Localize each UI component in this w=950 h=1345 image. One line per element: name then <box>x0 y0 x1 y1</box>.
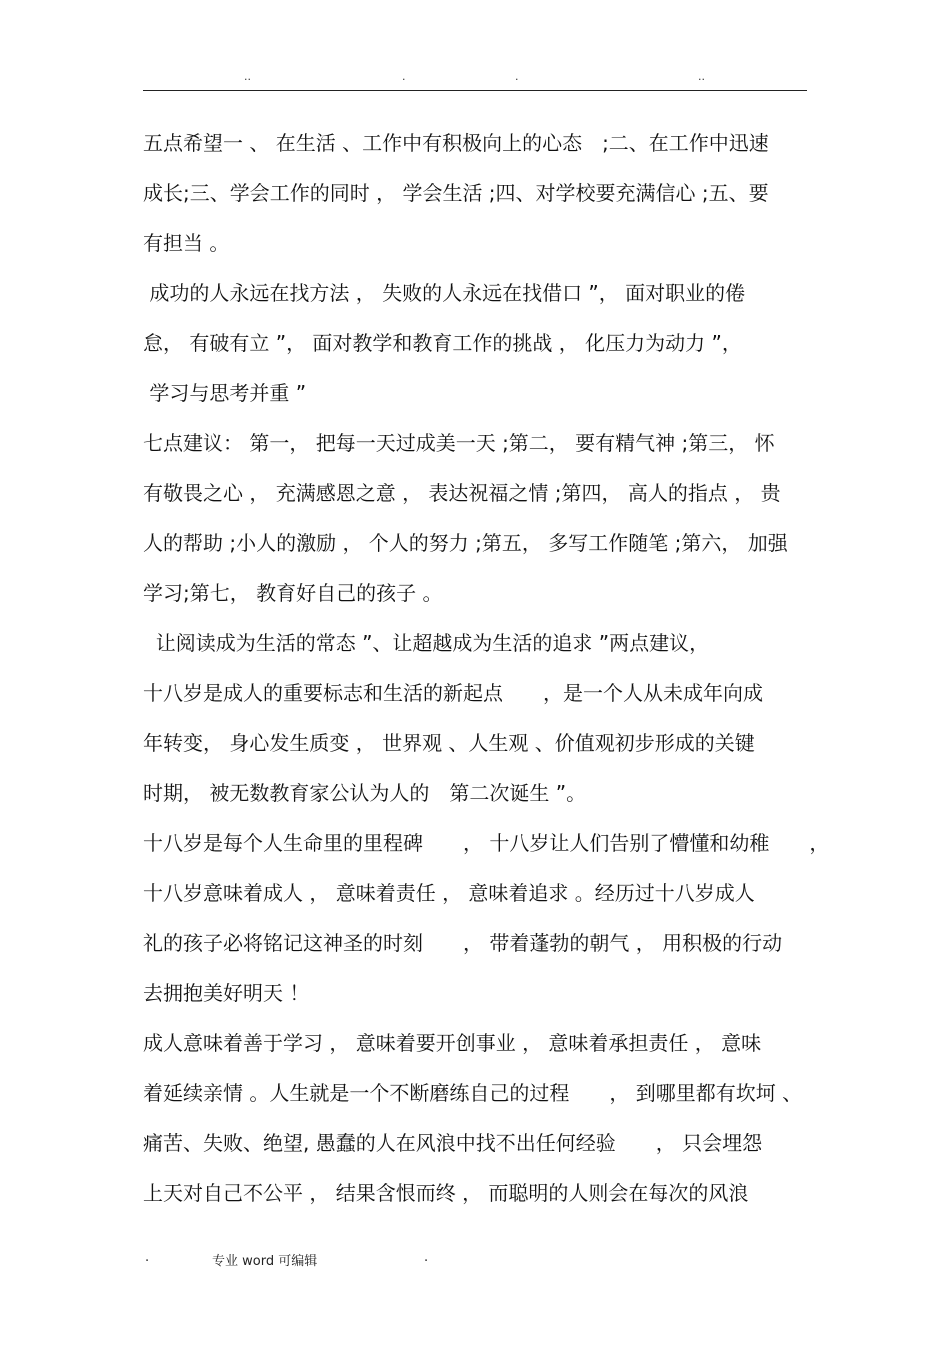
footer-right-mark: . <box>424 1250 429 1265</box>
header-mark: . <box>402 70 406 83</box>
text-line: 七点建议： 第一， 把每一天过成美一天 ;第二， 要有精气神 ;第三， 怀 <box>143 431 775 455</box>
header-divider <box>143 90 807 91</box>
text-line: 怠， 有破有立 ”， 面对教学和教育工作的挑战 ， 化压力为动力 ”， <box>143 331 742 355</box>
text-line: 人的帮助 ;小人的激励 ， 个人的努力 ;第五， 多写工作随笔 ;第六， 加强 <box>143 531 788 555</box>
text-line: 十八岁意味着成人 ， 意味着责任 ， 意味着追求 。经历过十八岁成人 <box>143 881 755 905</box>
text-line: 着延续亲情 。人生就是一个不断磨练自己的过程 ， 到哪里都有坎坷 、 <box>143 1081 803 1105</box>
text-line: 有担当 。 <box>143 231 230 255</box>
text-line: 十八岁是每个人生命里的里程碑 ， 十八岁让人们告别了懵懂和幼稚 ， <box>143 831 830 855</box>
footer-left-mark: . <box>145 1250 150 1265</box>
header-mark: . <box>515 70 519 83</box>
header-mark: .. <box>244 70 251 83</box>
text-line: 学习;第七， 教育好自己的孩子 。 <box>143 581 443 605</box>
text-line: 痛苦、失败、绝望, 愚蠢的人在风浪中找不出任何经验 ， 只会埋怨 <box>143 1131 763 1155</box>
text-line: 礼的孩子必将铭记这神圣的时刻 ， 带着蓬勃的朝气 ， 用积极的行动 <box>143 931 783 955</box>
text-line: 上天对自己不公平 ， 结果含恨而终 ， 而聪明的人则会在每次的风浪 <box>143 1181 749 1205</box>
text-line: 成功的人永远在找方法 ， 失败的人永远在找借口 ”， 面对职业的倦 <box>143 281 746 305</box>
page-header-marks <box>0 70 950 86</box>
text-line: 让阅读成为生活的常态 ”、让超越成为生活的追求 ”两点建议， <box>143 631 710 655</box>
text-line: 十八岁是成人的重要标志和生活的新起点 ，是一个人从未成年向成 <box>143 681 763 705</box>
text-line: 去拥抱美好明天 ！ <box>143 981 310 1005</box>
text-line: 有敬畏之心 ， 充满感恩之意 ， 表达祝福之情 ;第四， 高人的指点 ， 贵 <box>143 481 781 505</box>
text-line: 成人意味着善于学习 ， 意味着要开创事业 ， 意味着承担责任 ， 意味 <box>143 1031 762 1055</box>
text-line: 成长;三、学会工作的同时 ， 学会生活 ;四、对学校要充满信心 ;五、要 <box>143 181 769 205</box>
text-line: 年转变， 身心发生质变 ， 世界观 、人生观 、价值观初步形成的关键 <box>143 731 755 755</box>
page-footer <box>0 1250 950 1270</box>
text-line: 时期， 被无数教育家公认为人的 第二次诞生 ”。 <box>143 781 587 805</box>
text-line: 学习与思考并重 ” <box>143 381 307 405</box>
footer-label: 专业 word 可编辑 <box>212 1254 318 1269</box>
header-mark: .. <box>698 70 705 83</box>
document-body <box>143 118 830 1218</box>
text-line: 五点希望一 、 在生活 、工作中有积极向上的心态 ;二、在工作中迅速 <box>143 131 769 155</box>
